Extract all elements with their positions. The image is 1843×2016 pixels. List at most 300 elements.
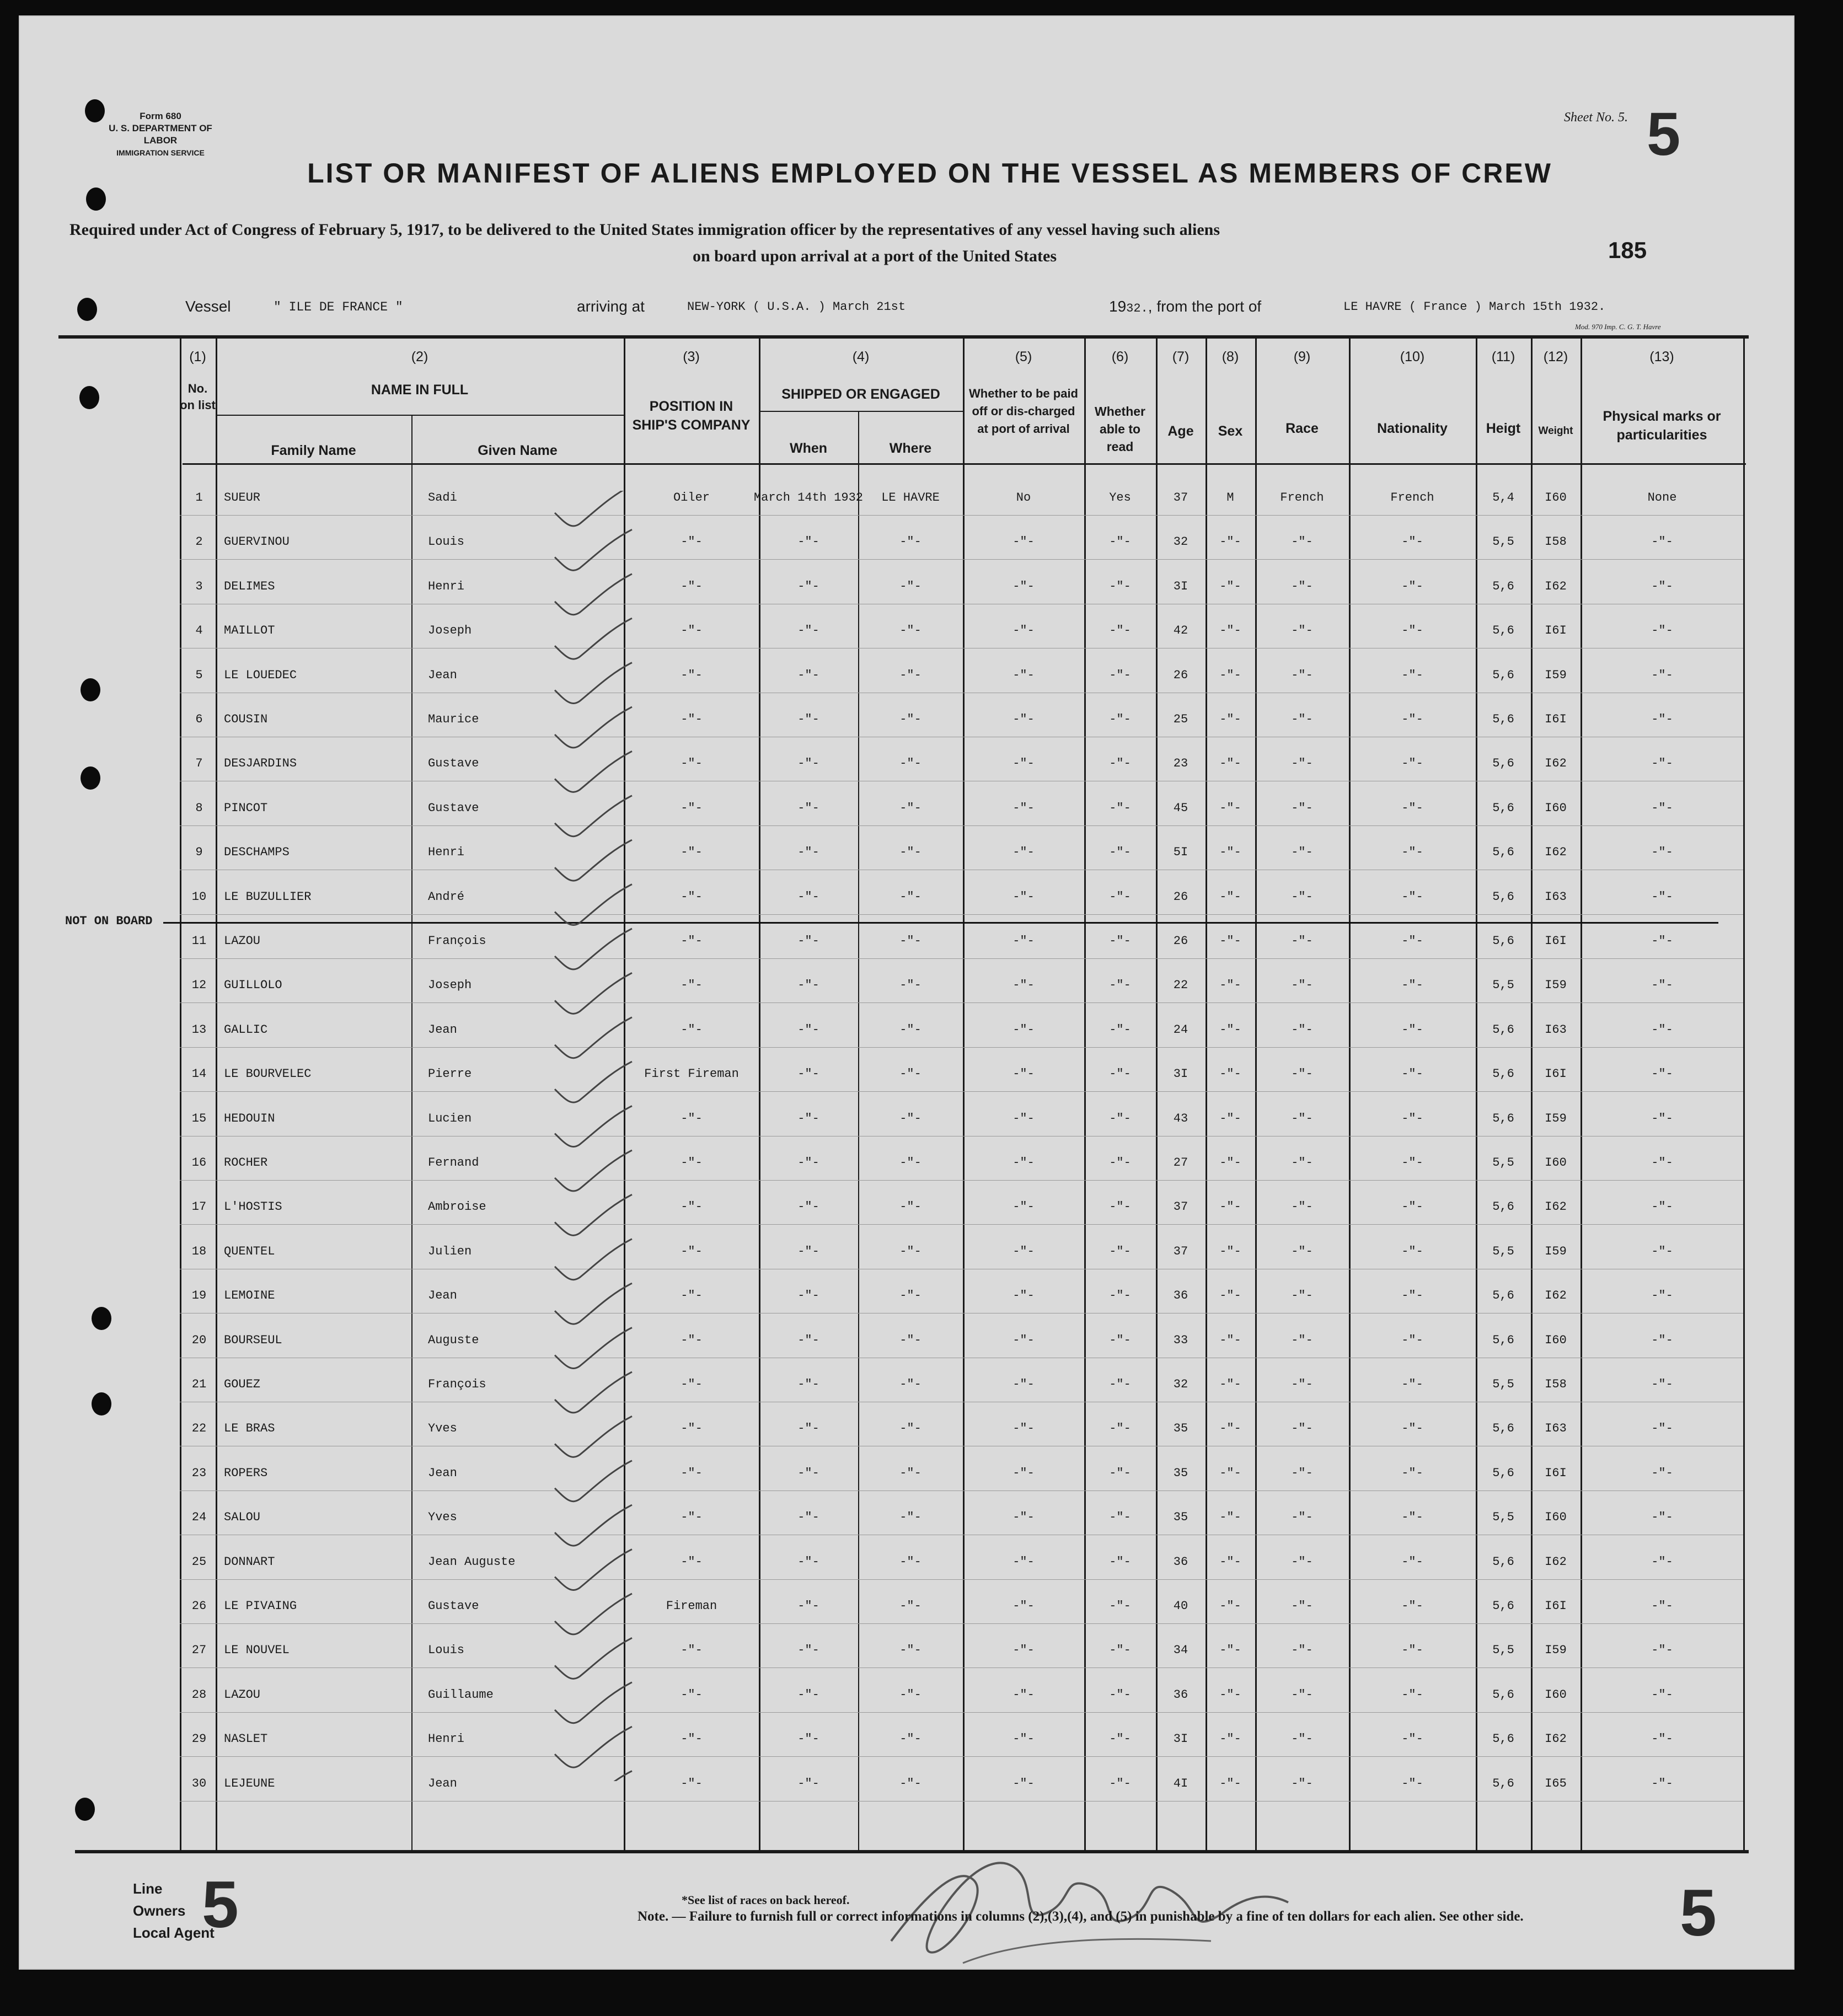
given-name: Henri — [428, 579, 465, 593]
sex: -"- — [1219, 1333, 1241, 1347]
weight: I59 — [1545, 978, 1567, 993]
col3-number: (3) — [683, 349, 700, 364]
physical-marks: -"- — [1651, 712, 1673, 726]
col9-header: Race — [1285, 421, 1319, 436]
position: -"- — [681, 1377, 703, 1391]
shipped-when: -"- — [797, 1599, 819, 1613]
given-name: Fernand — [428, 1156, 479, 1170]
height: 5,6 — [1492, 579, 1514, 593]
race: -"- — [1291, 1067, 1313, 1081]
physical-marks: -"- — [1651, 757, 1673, 771]
weight: I65 — [1545, 1776, 1567, 1790]
row-number: 9 — [195, 845, 203, 860]
position: -"- — [681, 1200, 703, 1214]
given-name: Jean — [428, 1022, 457, 1037]
nationality: -"- — [1401, 1289, 1423, 1303]
shipped-when: -"- — [797, 1111, 819, 1125]
col7-header: Age — [1167, 423, 1194, 439]
paid-off: -"- — [1012, 668, 1035, 682]
sex: -"- — [1219, 1732, 1241, 1746]
able-to-read: -"- — [1109, 1022, 1131, 1037]
position: -"- — [681, 1333, 703, 1347]
check-mark — [555, 1017, 632, 1058]
sex: -"- — [1219, 1776, 1241, 1790]
shipped-when: -"- — [797, 1156, 819, 1170]
shipped-when: -"- — [797, 1554, 819, 1569]
col6-header: Whether able to read — [1095, 404, 1145, 454]
col11-header: Heigt — [1486, 421, 1521, 436]
row-number: 10 — [191, 889, 207, 904]
row-rule — [180, 1579, 1743, 1580]
nationality: -"- — [1401, 1244, 1423, 1258]
physical-marks: -"- — [1651, 1687, 1673, 1702]
row-rule — [180, 1623, 1743, 1624]
age: 27 — [1173, 1156, 1188, 1170]
weight: I60 — [1545, 1510, 1567, 1525]
weight: I60 — [1545, 1333, 1567, 1347]
paid-off: -"- — [1012, 1289, 1035, 1303]
sex: -"- — [1219, 1022, 1241, 1037]
physical-marks: -"- — [1651, 668, 1673, 682]
sheet-mark-top: 5 — [1647, 100, 1681, 168]
row-rule — [180, 1224, 1743, 1225]
age: 36 — [1173, 1289, 1188, 1303]
check-mark — [555, 1638, 632, 1679]
given-name: François — [428, 1377, 486, 1391]
requirement-line-2: on board upon arrival at a port of the United States — [693, 247, 1057, 265]
physical-marks: -"- — [1651, 978, 1673, 993]
age: 35 — [1173, 1466, 1188, 1480]
sex: -"- — [1219, 801, 1241, 815]
weight: I63 — [1545, 1022, 1567, 1037]
position: -"- — [681, 579, 703, 593]
footer-line-label: Line — [133, 1880, 163, 1897]
able-to-read: -"- — [1109, 1156, 1131, 1170]
page-title: LIST OR MANIFEST OF ALIENS EMPLOYED ON THE VESSEL AS MEMBERS OF CREW — [307, 158, 1552, 189]
paid-off: -"- — [1012, 1687, 1035, 1702]
paid-off: -"- — [1012, 1422, 1035, 1436]
height: 5,6 — [1492, 712, 1514, 726]
given-name: Louis — [428, 1643, 465, 1658]
shipped-where: -"- — [899, 668, 922, 682]
physical-marks: -"- — [1651, 1643, 1673, 1658]
shipped-when: -"- — [797, 1643, 819, 1658]
paid-off: -"- — [1012, 1333, 1035, 1347]
position: -"- — [681, 1289, 703, 1303]
row-rule — [180, 1180, 1743, 1181]
row-number: 20 — [191, 1333, 207, 1347]
shipped-when: -"- — [797, 845, 819, 860]
age: 33 — [1173, 1333, 1188, 1347]
arriving-value: NEW-YORK ( U.S.A. ) March 21st — [687, 300, 906, 314]
weight: I60 — [1545, 1156, 1567, 1170]
position: -"- — [681, 1111, 703, 1125]
row-number: 3 — [195, 579, 203, 593]
physical-marks: -"- — [1651, 1333, 1673, 1347]
col11-number: (11) — [1491, 349, 1515, 364]
able-to-read: -"- — [1109, 1599, 1131, 1613]
position: -"- — [681, 934, 703, 948]
age: 26 — [1173, 668, 1188, 682]
able-to-read: -"- — [1109, 1289, 1131, 1303]
position: -"- — [681, 1687, 703, 1702]
print-note: Mod. 970 Imp. C. G. T. Havre — [1575, 323, 1661, 331]
col2-number: (2) — [411, 349, 428, 364]
given-name: Ambroise — [428, 1200, 486, 1214]
weight: I58 — [1545, 1377, 1567, 1391]
physical-marks: None — [1647, 491, 1677, 505]
penalty-note: Note. — Failure to furnish full or correct informations in columns (2),(3),(4), and (5) in punishable by a fine of ten dollars for each alien. See other side. — [637, 1909, 1524, 1924]
shipped-when: -"- — [797, 1776, 819, 1790]
shipped-where: -"- — [899, 801, 922, 815]
row-number: 11 — [191, 934, 207, 948]
shipped-where: -"- — [899, 1776, 922, 1790]
shipped-where: LE HAVRE — [881, 491, 940, 505]
shipped-when: -"- — [797, 579, 819, 593]
able-to-read: -"- — [1109, 1687, 1131, 1702]
given-name: Yves — [428, 1510, 457, 1525]
physical-marks: -"- — [1651, 934, 1673, 948]
weight: I58 — [1545, 535, 1567, 549]
sex: -"- — [1219, 1554, 1241, 1569]
paid-off: -"- — [1012, 934, 1035, 948]
nationality: -"- — [1401, 889, 1423, 904]
family-name: ROCHER — [224, 1156, 268, 1170]
sex: -"- — [1219, 624, 1241, 638]
given-name: Gustave — [428, 757, 479, 771]
paid-off: -"- — [1012, 1156, 1035, 1170]
check-mark — [555, 1594, 632, 1634]
col13-number: (13) — [1649, 349, 1674, 364]
manifest-sheet — [20, 17, 1793, 1969]
row-number: 1 — [195, 491, 203, 505]
row-rule — [180, 1712, 1743, 1713]
sex: -"- — [1219, 668, 1241, 682]
row-rule — [180, 914, 1743, 915]
given-name: Joseph — [428, 624, 472, 638]
height: 5,5 — [1492, 978, 1514, 993]
age: 34 — [1173, 1643, 1188, 1658]
nationality: -"- — [1401, 1200, 1423, 1214]
shipped-where: -"- — [899, 1687, 922, 1702]
family-name: DELIMES — [224, 579, 275, 593]
able-to-read: -"- — [1109, 712, 1131, 726]
physical-marks: -"- — [1651, 1599, 1673, 1613]
col8-number: (8) — [1221, 349, 1239, 364]
height: 5,5 — [1492, 1156, 1514, 1170]
footer-owners-label: Owners — [133, 1902, 186, 1919]
race: French — [1280, 491, 1324, 505]
paid-off: -"- — [1012, 579, 1035, 593]
position: -"- — [681, 1022, 703, 1037]
age: 23 — [1173, 757, 1188, 771]
family-name: SUEUR — [224, 491, 261, 505]
physical-marks: -"- — [1651, 1244, 1673, 1258]
age: 45 — [1173, 801, 1188, 815]
age: 3I — [1173, 1067, 1188, 1081]
able-to-read: -"- — [1109, 1510, 1131, 1525]
nationality: -"- — [1401, 1067, 1423, 1081]
nationality: -"- — [1401, 845, 1423, 860]
row-number: 25 — [191, 1554, 207, 1569]
nationality: -"- — [1401, 712, 1423, 726]
able-to-read: -"- — [1109, 801, 1131, 815]
races-note: *See list of races on back hereof. — [682, 1893, 850, 1907]
sex: -"- — [1219, 712, 1241, 726]
col2b-header: Given Name — [478, 443, 558, 458]
race: -"- — [1291, 1022, 1313, 1037]
weight: I6I — [1545, 1466, 1567, 1480]
able-to-read: -"- — [1109, 978, 1131, 993]
paid-off: -"- — [1012, 535, 1035, 549]
nationality: -"- — [1401, 1510, 1423, 1525]
shipped-where: -"- — [899, 889, 922, 904]
sex: -"- — [1219, 845, 1241, 860]
physical-marks: -"- — [1651, 1422, 1673, 1436]
shipped-where: -"- — [899, 1067, 922, 1081]
height: 5,6 — [1492, 1289, 1514, 1303]
height: 5,6 — [1492, 668, 1514, 682]
row-rule — [180, 559, 1743, 560]
shipped-where: -"- — [899, 1599, 922, 1613]
shipped-where: -"- — [899, 535, 922, 549]
nationality: -"- — [1401, 978, 1423, 993]
shipped-subheader-rule — [759, 411, 963, 412]
row-number: 18 — [191, 1244, 207, 1258]
punch-hole — [79, 386, 99, 409]
shipped-where: -"- — [899, 1732, 922, 1746]
given-name: André — [428, 889, 465, 904]
shipped-when: -"- — [797, 1466, 819, 1480]
age: 26 — [1173, 934, 1188, 948]
sex: -"- — [1219, 1111, 1241, 1125]
shipped-when: March 14th 1932 — [753, 491, 864, 505]
race: -"- — [1291, 1776, 1313, 1790]
nationality: -"- — [1401, 1422, 1423, 1436]
able-to-read: -"- — [1109, 624, 1131, 638]
family-name: NASLET — [224, 1732, 268, 1746]
weight: I62 — [1545, 579, 1567, 593]
check-mark — [555, 796, 632, 837]
shipped-when: -"- — [797, 757, 819, 771]
check-mark — [555, 1194, 632, 1235]
physical-marks: -"- — [1651, 845, 1673, 860]
able-to-read: -"- — [1109, 668, 1131, 682]
physical-marks: -"- — [1651, 801, 1673, 815]
race: -"- — [1291, 712, 1313, 726]
check-mark — [555, 751, 632, 792]
age: 5I — [1173, 845, 1188, 860]
given-name: Auguste — [428, 1333, 479, 1347]
age: 37 — [1173, 491, 1188, 505]
shipped-when: -"- — [797, 1022, 819, 1037]
weight: I6I — [1545, 1067, 1567, 1081]
shipped-when: -"- — [797, 1377, 819, 1391]
race: -"- — [1291, 1554, 1313, 1569]
row-rule — [180, 515, 1743, 516]
race: -"- — [1291, 1333, 1313, 1347]
family-name: COUSIN — [224, 712, 268, 726]
sex: -"- — [1219, 978, 1241, 993]
nationality: -"- — [1401, 1377, 1423, 1391]
paid-off: -"- — [1012, 1111, 1035, 1125]
physical-marks: -"- — [1651, 1156, 1673, 1170]
name-subheader-rule — [216, 415, 624, 416]
age: 3I — [1173, 1732, 1188, 1746]
shipped-where: -"- — [899, 757, 922, 771]
shipped-when: -"- — [797, 1200, 819, 1214]
given-name: Jean — [428, 668, 457, 682]
height: 5,6 — [1492, 889, 1514, 904]
shipped-when: -"- — [797, 668, 819, 682]
row-number: 8 — [195, 801, 203, 815]
nationality: -"- — [1401, 1466, 1423, 1480]
family-name: GUILLOLO — [224, 978, 282, 993]
col1-header: No. on list — [180, 382, 216, 412]
family-name: GOUEZ — [224, 1377, 261, 1391]
check-mark — [555, 1372, 632, 1413]
given-name: Henri — [428, 1732, 465, 1746]
shipped-where: -"- — [899, 1554, 922, 1569]
physical-marks: -"- — [1651, 1776, 1673, 1790]
col3-header: POSITION IN SHIP'S COMPANY — [632, 399, 751, 433]
sex: -"- — [1219, 1200, 1241, 1214]
paid-off: -"- — [1012, 624, 1035, 638]
given-name: Jean — [428, 1466, 457, 1480]
age: 3I — [1173, 579, 1188, 593]
punch-hole — [77, 298, 97, 321]
race: -"- — [1291, 1422, 1313, 1436]
sex: -"- — [1219, 1643, 1241, 1658]
col-line — [411, 415, 412, 1850]
age: 25 — [1173, 712, 1188, 726]
weight: I60 — [1545, 491, 1567, 505]
weight: I63 — [1545, 1422, 1567, 1436]
shipped-where: -"- — [899, 1422, 922, 1436]
nationality: -"- — [1401, 1732, 1423, 1746]
family-name: LE BRAS — [224, 1422, 275, 1436]
position: -"- — [681, 1732, 703, 1746]
nationality: -"- — [1401, 757, 1423, 771]
weight: I62 — [1545, 1289, 1567, 1303]
arriving-label: arriving at — [577, 298, 645, 315]
row-number: 26 — [191, 1599, 207, 1613]
age: 37 — [1173, 1200, 1188, 1214]
nationality: -"- — [1401, 1022, 1423, 1037]
height: 5,6 — [1492, 845, 1514, 860]
row-rule — [180, 1047, 1743, 1048]
nationality: -"- — [1401, 624, 1423, 638]
check-mark — [555, 1106, 632, 1147]
weight: I6I — [1545, 934, 1567, 948]
department-name: U. S. DEPARTMENT OF LABOR — [109, 123, 212, 146]
race: -"- — [1291, 668, 1313, 682]
able-to-read: -"- — [1109, 1732, 1131, 1746]
weight: I62 — [1545, 1200, 1567, 1214]
check-mark — [555, 1727, 632, 1767]
physical-marks: -"- — [1651, 1377, 1673, 1391]
paid-off: -"- — [1012, 801, 1035, 815]
physical-marks: -"- — [1651, 1022, 1673, 1037]
height: 5,6 — [1492, 1200, 1514, 1214]
col5-number: (5) — [1015, 349, 1032, 364]
age: 26 — [1173, 889, 1188, 904]
check-mark — [555, 1549, 632, 1590]
weight: I6I — [1545, 712, 1567, 726]
position: -"- — [681, 624, 703, 638]
physical-marks: -"- — [1651, 579, 1673, 593]
shipped-when: -"- — [797, 1244, 819, 1258]
physical-marks: -"- — [1651, 1067, 1673, 1081]
check-mark — [555, 1416, 632, 1457]
strike-through-row-10 — [163, 922, 1718, 924]
paid-off: -"- — [1012, 1554, 1035, 1569]
row-number: 21 — [191, 1377, 207, 1391]
family-name: LEMOINE — [224, 1289, 275, 1303]
weight: I59 — [1545, 1643, 1567, 1658]
col8-header: Sex — [1218, 423, 1243, 439]
weight: I6I — [1545, 624, 1567, 638]
nationality: -"- — [1401, 1554, 1423, 1569]
age: 32 — [1173, 1377, 1188, 1391]
position: -"- — [681, 1643, 703, 1658]
row-number: 4 — [195, 624, 203, 638]
able-to-read: -"- — [1109, 1554, 1131, 1569]
given-name: Louis — [428, 535, 465, 549]
sex: -"- — [1219, 535, 1241, 549]
shipped-when: -"- — [797, 978, 819, 993]
sex: -"- — [1219, 1510, 1241, 1525]
given-name: Yves — [428, 1422, 457, 1436]
from-port-value: LE HAVRE ( France ) March 15th 1932. — [1343, 300, 1606, 314]
height: 5,6 — [1492, 801, 1514, 815]
able-to-read: -"- — [1109, 1244, 1131, 1258]
shipped-when: -"- — [797, 1333, 819, 1347]
able-to-read: -"- — [1109, 1333, 1131, 1347]
sex: -"- — [1219, 1466, 1241, 1480]
sex: -"- — [1219, 1422, 1241, 1436]
sex: -"- — [1219, 1156, 1241, 1170]
punch-hole — [92, 1307, 111, 1330]
age: 37 — [1173, 1244, 1188, 1258]
height: 5,4 — [1492, 491, 1514, 505]
row-number: 16 — [191, 1156, 207, 1170]
requirement-line-1: Required under Act of Congress of February 5, 1917, to be delivered to the United States immigration officer by the representatives of any vessel having such aliens — [69, 221, 1220, 239]
shipped-when: -"- — [797, 801, 819, 815]
service-name: IMMIGRATION SERVICE — [116, 148, 205, 157]
height: 5,6 — [1492, 1732, 1514, 1746]
row-number: 27 — [191, 1643, 207, 1658]
vessel-name: " ILE DE FRANCE " — [274, 300, 403, 314]
shipped-when: -"- — [797, 1732, 819, 1746]
shipped-where: -"- — [899, 1510, 922, 1525]
family-name: HEDOUIN — [224, 1111, 275, 1125]
paid-off: -"- — [1012, 1377, 1035, 1391]
col4-header: SHIPPED OR ENGAGED — [781, 387, 940, 402]
check-mark — [555, 618, 632, 659]
vessel-label: Vessel — [185, 298, 231, 315]
position: -"- — [681, 1244, 703, 1258]
age: 22 — [1173, 978, 1188, 993]
given-name: Julien — [428, 1244, 472, 1258]
check-mark — [555, 663, 632, 704]
sheet-label: Sheet No. — [1564, 110, 1615, 125]
physical-marks: -"- — [1651, 624, 1673, 638]
sheet-number — [1564, 110, 1628, 125]
weight: I6I — [1545, 1599, 1567, 1613]
nationality: -"- — [1401, 801, 1423, 815]
able-to-read: -"- — [1109, 1776, 1131, 1790]
